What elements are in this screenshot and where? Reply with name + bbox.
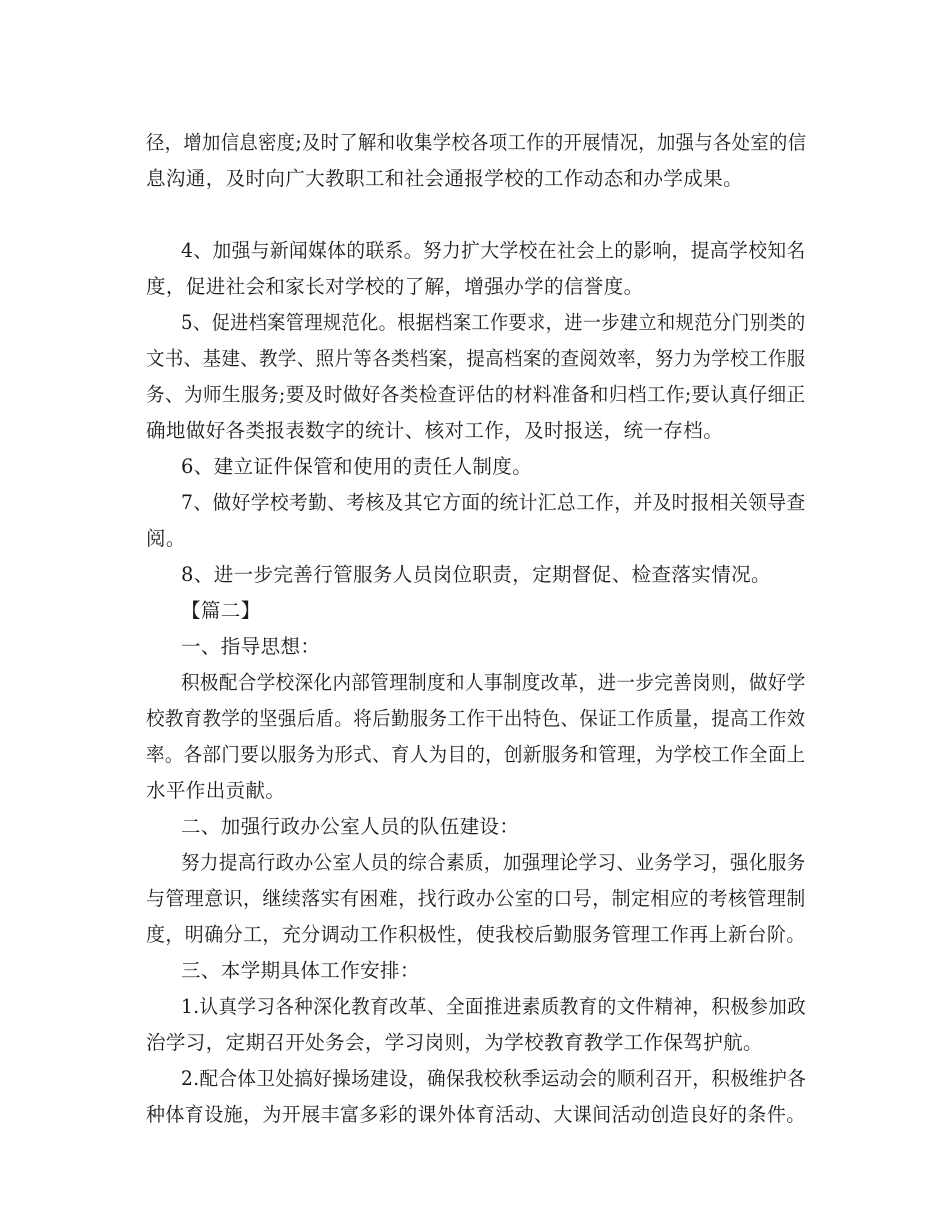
text-line-04: 度，促进社会和家长对学校的了解，增强办学的信誉度。: [146, 275, 644, 298]
text-line-22: 度，明确分工，充分调动工作积极性，使我校后勤服务管理工作再上新台阶。: [146, 923, 806, 946]
text-line-02: 息沟通，及时向广大教职工和社会通报学校的工作动态和办学成果。: [146, 167, 744, 190]
text-line-25: 治学习，定期召开处务会，学习岗则，为学校教育教学工作保驾护航。: [146, 1031, 763, 1054]
section-heading-pian-er: 【篇二】: [181, 599, 261, 622]
text-line-03: 4、加强与新闻媒体的联系。努力扩大学校在社会上的影响，提高学校知名: [181, 239, 806, 262]
text-line-18: 水平作出贡献。: [146, 779, 286, 802]
text-line-15: 积极配合学校深化内部管理制度和人事制度改革，进一步完善岗则，做好学: [181, 671, 806, 694]
text-line-24: 1.认真学习各种深化教育改革、全面推进素质教育的文件精神，积极参加政: [181, 995, 807, 1018]
text-line-16: 校教育教学的坚强后盾。将后勤服务工作干出特色、保证工作质量，提高工作效: [146, 707, 806, 730]
text-line-14: 一、指导思想：: [181, 635, 321, 658]
text-line-20: 努力提高行政办公室人员的综合素质，加强理论学习、业务学习，强化服务: [181, 851, 806, 874]
text-line-23: 三、本学期具体工作安排：: [181, 959, 420, 982]
text-line-07: 务、为师生服务;要及时做好各类检查评估的材料准备和归档工作;要认真仔细正: [146, 383, 806, 406]
text-line-06: 文书、基建、教学、照片等各类档案，提高档案的查阅效率，努力为学校工作服: [146, 347, 806, 370]
text-line-10: 7、做好学校考勤、考核及其它方面的统计汇总工作，并及时报相关领导查: [181, 491, 806, 514]
text-line-11: 阅。: [146, 527, 186, 550]
text-line-01: 径，增加信息密度;及时了解和收集学校各项工作的开展情况，加强与各处室的信: [146, 131, 807, 154]
text-line-21: 与管理意识，继续落实有困难，找行政办公室的口号，制定相应的考核管理制: [146, 887, 806, 910]
text-line-26: 2.配合体卫处搞好操场建设，确保我校秋季运动会的顺利召开，积极维护各: [181, 1067, 807, 1090]
text-line-05: 5、促进档案管理规范化。根据档案工作要求，进一步建立和规范分门别类的: [181, 311, 806, 334]
text-line-12: 8、进一步完善行管服务人员岗位职责，定期督促、检查落实情况。: [181, 563, 771, 586]
text-line-09: 6、建立证件保管和使用的责任人制度。: [181, 455, 533, 478]
text-line-27: 种体育设施，为开展丰富多彩的课外体育活动、大课间活动创造良好的条件。: [146, 1103, 806, 1126]
text-line-17: 率。各部门要以服务为形式、育人为目的，创新服务和管理，为学校工作全面上: [146, 743, 806, 766]
text-line-19: 二、加强行政办公室人员的队伍建设：: [181, 815, 520, 838]
text-line-08: 确地做好各类报表数字的统计、核对工作，及时报送，统一存档。: [146, 419, 724, 442]
